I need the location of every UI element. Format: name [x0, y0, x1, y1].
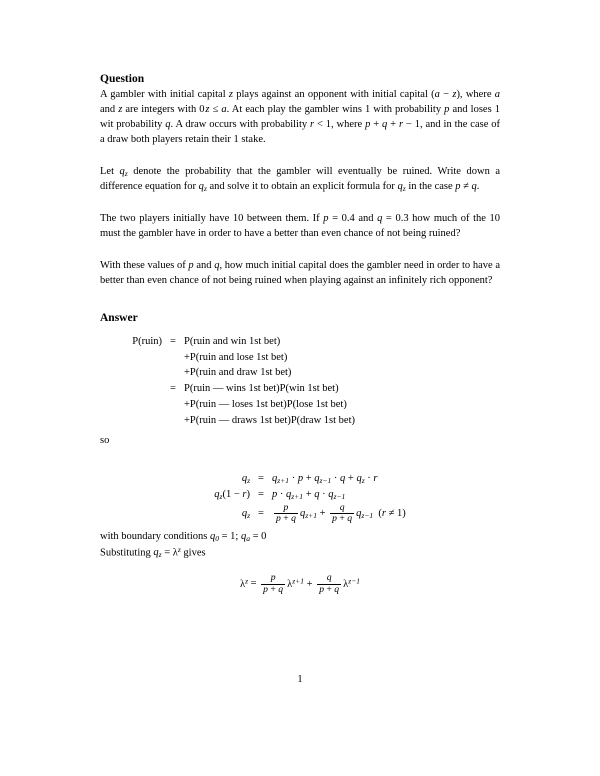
qz-row3-rhs: $\frac{p}{p + q}$ $q_{z+1}$ + $\frac{q}{p + q}$ $q_{z-1}$ (r ≠ 1) [276, 501, 406, 524]
fraction-q-over-p-plus-q: $\frac{q}{p + q}$ [319, 572, 340, 595]
substitution-line: Substituting $q_z = \lambda^z$ gives [100, 545, 206, 560]
qz-row2-relation: = [258, 488, 264, 500]
derivation-row [102, 365, 500, 381]
derivation-relation: = [170, 335, 176, 347]
derivation-rhs: +P(ruin — loses 1st bet)P(lose 1st bet) [184, 398, 347, 410]
derivation-row [102, 397, 500, 413]
question-paragraph-1: A gambler with initial capital z plays against an opponent with initial capital (a − z), where a and z are integers with 0 z ≤ a. At each play the gambler wins 1 with probability p and loses 1 wit probability q. A draw occurs with probability r < 1, where p + q + r − 1, and in the case of a draw both players retain their 1 stake. [100, 89, 500, 146]
fraction-p-over-p-plus-q: $\frac{p}{p + q}$ [276, 501, 296, 524]
derivation-rhs: P(ruin and win 1st bet) [184, 335, 281, 347]
pruin-derivation [102, 334, 500, 429]
qz-row1-relation: = [258, 473, 264, 485]
qz-row1-rhs: $q_{z+1} \cdot p + q_{z-1} \cdot q + q_z \cdot r$ [272, 473, 378, 486]
qz-row2-rhs: $p \cdot q_{z+1} + q \cdot q_{z-1}$ [272, 488, 346, 502]
qz-row3-lhs: $q_z$ [241, 507, 250, 520]
answer-heading: Answer [100, 312, 138, 325]
lambda-equation-lhs: $\lambda^z$ [239, 576, 248, 590]
derivation-row [102, 381, 500, 397]
so-label: so [100, 435, 110, 447]
derivation-row [102, 334, 500, 350]
fraction-p-over-p-plus-q: $\frac{p}{p + q}$ [263, 572, 284, 595]
derivation-rhs: +P(ruin and lose 1st bet) [184, 351, 288, 363]
derivation-row [102, 413, 500, 429]
qz-equation-row-3 [100, 503, 500, 524]
lambda-equation [100, 573, 500, 594]
derivation-row [102, 350, 500, 366]
lambda-equation-relation: = [250, 578, 257, 590]
qz-equation-row-1 [100, 471, 500, 487]
boundary-conditions-line: with boundary conditions $q_0 = 1$; $q_a = 0$ [100, 531, 267, 544]
page-content [100, 72, 500, 595]
qz-row3-relation: = [258, 507, 264, 519]
page-number: 1 [297, 674, 303, 685]
qz-equations [100, 471, 500, 524]
derivation-rhs: P(ruin — wins 1st bet)P(win 1st bet) [184, 383, 339, 395]
qz-row1-lhs: $q_z$ [241, 473, 250, 486]
fraction-q-over-p-plus-q: $\frac{q}{p + q}$ [332, 501, 353, 524]
derivation-lhs: P(ruin) [132, 335, 162, 347]
question-paragraph-2: Let $q_z$ denote the probability that the gambler will eventually be ruined. Write down a difference equation for $q_z$ and solve it to obtain an explicit formula for $q_z$ in the case p ≠ q. [100, 166, 500, 194]
qz-equation-row-2 [100, 487, 500, 503]
question-paragraph-3: The two players initially have 10 between them. If p = 0.4 and q = 0.3 how much of the 10 must the gambler have in order to have a better than even chance of not being ruined? [100, 212, 500, 239]
derivation-relation: = [170, 383, 176, 395]
lambda-term-1: $\lambda^{z+1}$ + [287, 576, 313, 590]
lambda-term-2: $\lambda^{z-1}$ [343, 576, 361, 590]
question-heading: Question [100, 73, 145, 85]
derivation-rhs: +P(ruin and draw 1st bet) [184, 367, 292, 379]
qz-row2-lhs: $q_z(1 - r)$ [214, 488, 250, 502]
question-paragraph-4: With these values of p and q, how much initial capital does the gambler need in order to have a better than even chance of not being ruined when playing against an infinitely rich opponent? [100, 259, 500, 286]
derivation-rhs: +P(ruin — draws 1st bet)P(draw 1st bet) [184, 414, 355, 426]
